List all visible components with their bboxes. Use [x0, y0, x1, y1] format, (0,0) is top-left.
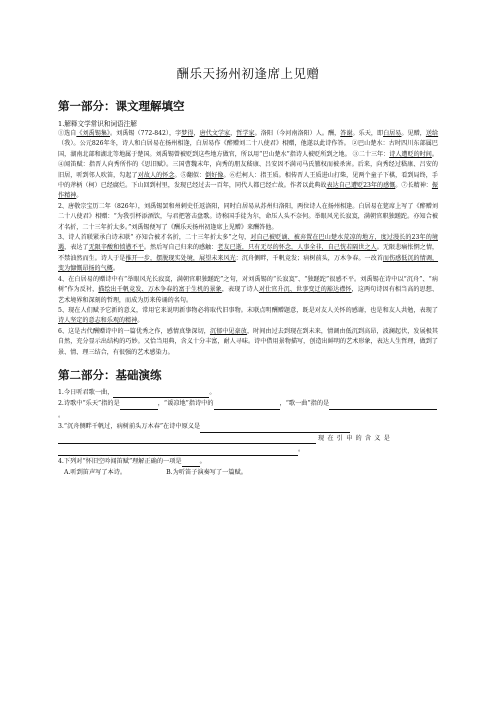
text: 。乐天，即 [352, 130, 384, 137]
filled-answer: 倒好像 [205, 171, 224, 179]
text: 。洛阳（今河南洛阳）人。酬， [254, 130, 341, 137]
text: ，这两句诗因有相当高的思想、艺术境界和深刻的哲理，而成为历来传诵的名句。 [58, 286, 439, 304]
filled-answer: 梦得 [181, 130, 194, 137]
text: 3、诗人首联紧承白诗末联“ 亦知合被才名折，二十三年折太多”之句， [58, 234, 251, 242]
text: ， [230, 130, 237, 137]
text: ， [193, 130, 200, 137]
text: （我）。公元826年冬，诗人和白居易在扬州相逢，白居易作《醉赠刘二十八使君》相赠，他遂以此诗作答。 ②巴山楚水：古时四川东部属巴国，湖南北部和湖北等地属于楚国。刘禹锡曾被贬到这些地方做官，所以用“巴山楚水”指诗人被贬所到之地。 ③二十三年： [58, 140, 438, 158]
answer-blank[interactable] [58, 435, 316, 444]
question-text: 1.今日听君歌一曲， [58, 388, 114, 396]
filled-answer: 诗人坚定的意志和乐观的精神 [58, 317, 138, 325]
filled-answer: 对仕官升沉、世事变迁的豁达襟怀 [258, 286, 352, 294]
filled-answer: 答谢 [340, 130, 353, 137]
text: 。见赠， [401, 130, 426, 137]
question-2 [58, 398, 438, 421]
text: ，时间由过去到现在到未来，情调由低沉到高昂，波澜起伏，发展极其自然，充分显示出结构的巧妙。又恰当用典，含义十分丰富，耐人寻味。诗中借用景物描写，创造出鲜明的艺术形象，表达人生哲理，做到了景、情、理三结合，有很强的艺术感染力。 [58, 327, 439, 356]
document-title: 酬乐天扬州初逢席上见赠 [176, 66, 320, 81]
filled-answer: 对故人的怀念 [137, 171, 175, 179]
filled-answer: 而伤感低沉的情调，变为慷慨昂扬的气概 [58, 254, 439, 273]
filled-answer: 诗人遭贬的时间 [389, 150, 432, 158]
question-text: 2.诗歌中“乐天”指的是 [58, 400, 120, 408]
text: 。无限悲痛怅惘之情，不禁油然而生。诗人于是 [58, 244, 439, 262]
text: 4、在白居易的赠诗中有“举眼风光长寂寞，满朝官职独蹉跎”之句，对刘禹锡的“长寂寞”、“独蹉跎”很感不平。刘禹锡在诗中以“沉舟”、“病树”作为反衬， [58, 275, 438, 294]
text: ，表达了 [64, 244, 89, 252]
annotation-paragraph-2 [58, 202, 438, 233]
text: 2、唐敬宗宝历二年（826年），刘禹锡罢和州刺史任返洛阳，同时白居易从苏州归洛阳，两位诗人在扬州相逢。白居易在筵席上写了《醉赠刘二十八使君》相赠：“为我引杯添酒饮，与君把箸击盘歌。诗称国手徒为尔，命压人头不奈何。举眼风光长寂寞，满朝官职独蹉跎。亦知合被才名折，二十三年折太多。”刘禹锡便写了《酬乐天扬州初逢席上见赠》来酬答他。 [58, 202, 438, 231]
answer-blank[interactable] [182, 458, 200, 467]
annotation-paragraph-3 [58, 233, 438, 275]
question-text: ，“歌一曲”指的是 [279, 400, 330, 408]
question-3 [58, 421, 438, 456]
annotation-paragraph-5 [58, 306, 438, 327]
question-text: 现在引申的含义是 [317, 434, 394, 442]
answer-blank[interactable] [113, 389, 209, 398]
part1-subhead: 1.解释文学常识和词语注解 [58, 120, 137, 128]
text: ，表现了诗人 [221, 286, 259, 294]
part2-heading: 第二部分：基础演练 [58, 367, 162, 382]
question-1 [58, 387, 438, 399]
filled-answer: 表达自己遭贬23年的感慨 [326, 182, 396, 190]
text: 。然后写自己归来的感触： [143, 244, 218, 252]
annotation-paragraph-6 [58, 327, 438, 358]
question-4-options [64, 467, 438, 478]
text: ①选自 [58, 130, 77, 137]
filled-answer: 哲学家 [236, 130, 255, 137]
question-text: 3.“沉舟侧畔千帆过，病树前头万木春”在诗中原义是 [58, 423, 201, 431]
filled-answer: 白居易 [383, 130, 402, 137]
filled-answer: 沉郁中见豪放 [209, 327, 247, 335]
text: 。 [112, 265, 119, 273]
text: ：沉舟侧畔，千帆竞发；病树前头，万木争春。一改首 [235, 254, 383, 262]
text: 。⑦长精神： [395, 182, 432, 190]
question-text: 。 [298, 446, 305, 454]
filled-answer: 唐代文学家 [199, 130, 231, 137]
question-text: ，“谖凉地”指诗中的 [157, 400, 214, 408]
question-4 [58, 456, 438, 468]
answer-blank[interactable] [214, 401, 280, 410]
text: 。⑤翻似： [174, 171, 206, 179]
text: 。刘禹锡（772-842），字 [110, 130, 182, 137]
option-b[interactable]: B.为听笛子演奏写了一篇赋。 [166, 469, 247, 477]
question-text: 。 [209, 388, 216, 396]
filled-answer: 无限辛酸和愤懑不平 [88, 244, 144, 252]
text: 。 [76, 192, 83, 200]
filled-answer: 推开一步，摆脱现实处境，展望未来风光 [125, 254, 236, 262]
text: 6、这是古代酬赠诗中的一篇优秀之作，感情真挚深切， [58, 327, 210, 335]
part1-heading: 第一部分：课文理解填空 [58, 99, 185, 113]
answer-blank[interactable] [58, 447, 298, 456]
option-a[interactable]: A.听到笛声写了本诗。 [64, 469, 127, 477]
text: 。⑥烂柯人：指王质。相传晋人王质进山打柴，见两个童子下棋，看到局终，手中的斧柄（柯）已经腐烂。下山回到村里，发现已经过去一百年，同代人都已经亡故。作者以此典故 [58, 171, 439, 190]
text: 。 [137, 317, 144, 325]
question-text: 。 [58, 411, 65, 419]
filled-answer: 描绘出千帆竞发、万木争春的富于生机的景象 [98, 286, 222, 294]
question-text: 4.下列对“怀旧空吟闻笛赋”理解正确的一项是 [58, 457, 182, 465]
answer-blank[interactable] [200, 424, 350, 433]
filled-answer: 老友已逝，只有无尽的怀念，人事全非，自己恍若隔世之人 [217, 244, 377, 252]
annotation-paragraph-4 [58, 275, 438, 306]
question-text: 。 [199, 457, 206, 465]
text: 。 ④闻笛赋：指晋人向秀所作的《思旧赋》。三国曹魏末年，向秀的朋友嵇康、吕安因不满司马氏篡权而被杀害。后来，向秀经过嵇康、吕安的旧居，听到邻人吹笛，勾起了 [58, 150, 438, 179]
filled-answer: 振作精神 [58, 182, 439, 200]
answer-blank[interactable] [329, 401, 437, 410]
filled-answer: 《刘禹锡集》 [76, 130, 110, 137]
filled-answer: 对自己被贬谪、被弃置在巴山楚水荒凉的地方，度过漫长的23年的境遇 [58, 234, 438, 252]
annotation-paragraph-1 [58, 129, 438, 202]
filled-answer: 送给 [425, 130, 439, 137]
answer-blank[interactable] [120, 401, 158, 410]
text: 5、现在人们赋予它新的意义，常用它来说明新事物必将取代旧事物。末联点明酬赠题意，既是对友人关怀的感谢，也是和友人共勉，表现了 [58, 306, 438, 314]
